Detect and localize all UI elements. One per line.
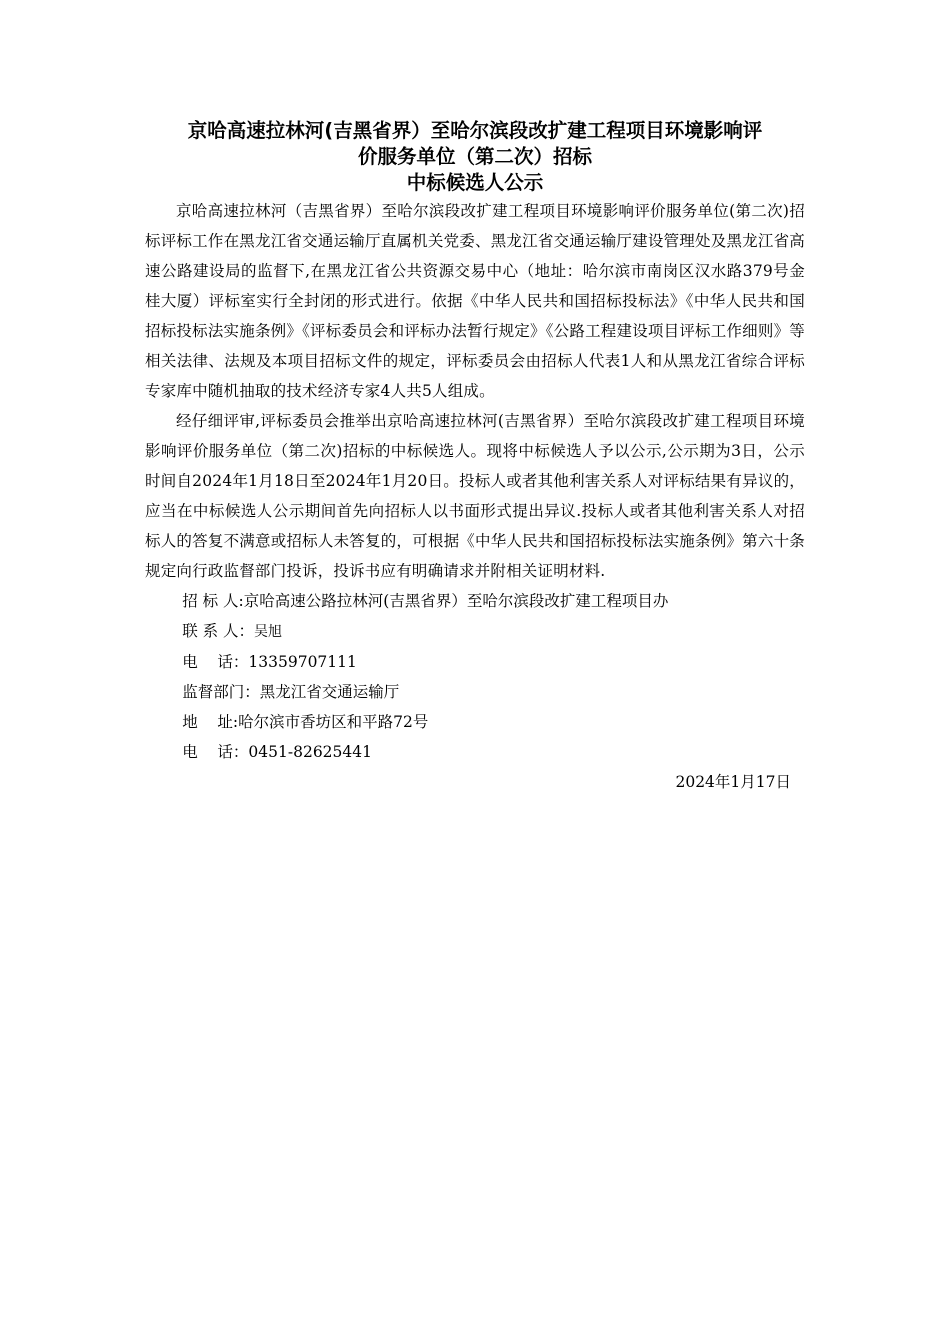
contact-person-label: 联 系 人： bbox=[182, 622, 255, 640]
document-title bbox=[145, 118, 805, 196]
title-line-1: 京哈高速拉林河(吉黑省界）至哈尔滨段改扩建工程项目环境影响评 bbox=[187, 119, 763, 142]
paragraph-evaluation-process: 京哈高速拉林河（吉黑省界）至哈尔滨段改扩建工程项目环境影响评价服务单位(第二次)招标评标工作在黑龙江省交通运输厅直属机关党委、黑龙江省交通运输厅建设管理处及黑龙江省高速公路建设局的监督下,在黑龙江省公共资源交易中心（地址：哈尔滨市南岗区汉水路379号金桂大厦）评标室实行全封闭的形式进行。依据《中华人民共和国招标投标法》《中华人民共和国招标投标法实施条例》《评标委员会和评标办法暂行规定》《公路工程建设项目评标工作细则》等相关法律、法规及本项目招标文件的规定，评标委员会由招标人代表1人和从黑龙江省综合评标专家库中随机抽取的技术经济专家4人共5人组成。 bbox=[145, 202, 805, 400]
document-page bbox=[145, 118, 805, 797]
tenderer-label: 招 标 人: bbox=[182, 592, 244, 610]
contact-supervisor bbox=[145, 677, 805, 707]
tenderer-value: 京哈高速公路拉林河(吉黑省界）至哈尔滨段改扩建工程项目办 bbox=[243, 592, 669, 610]
paragraph-candidate-announcement: 经仔细评审,评标委员会推举出京哈高速拉林河(吉黑省界）至哈尔滨段改扩建工程项目环境影响评价服务单位（第二次)招标的中标候选人。现将中标候选人予以公示,公示期为3日，公示时间自2024年1月18日至2024年1月20日。投标人或者其他利害关系人对评标结果有异议的，应当在中标候选人公示期间首先向招标人以书面形式提出异议.投标人或者其他利害关系人对招标人的答复不满意或招标人未答复的，可根据《中华人民共和国招标投标法实施条例》第六十条规定向行政监督部门投诉，投诉书应有明确请求并附相关证明材料. bbox=[145, 412, 805, 580]
phone-1-value: 13359707111 bbox=[248, 653, 357, 671]
phone-2-label: 电 话： bbox=[182, 743, 249, 761]
title-line-2: 价服务单位（第二次）招标 bbox=[357, 145, 592, 168]
title-line-3: 中标候选人公示 bbox=[406, 171, 544, 194]
contact-block bbox=[145, 586, 805, 767]
supervisor-value: 黑龙江省交通运输厅 bbox=[259, 683, 400, 701]
phone-2-value: 0451-82625441 bbox=[248, 743, 372, 761]
document-date: 2024年1月17日 bbox=[675, 773, 791, 791]
contact-phone-1 bbox=[145, 647, 805, 677]
supervisor-label: 监督部门： bbox=[182, 683, 260, 701]
contact-person-value: 吴旭 bbox=[254, 624, 283, 640]
phone-1-label: 电 话： bbox=[182, 653, 249, 671]
address-value: 哈尔滨市香坊区和平路72号 bbox=[238, 713, 429, 731]
contact-tenderer bbox=[145, 586, 805, 616]
contact-phone-2 bbox=[145, 737, 805, 767]
contact-person bbox=[145, 616, 805, 647]
contact-address bbox=[145, 707, 805, 737]
address-label: 地 址: bbox=[182, 713, 239, 731]
